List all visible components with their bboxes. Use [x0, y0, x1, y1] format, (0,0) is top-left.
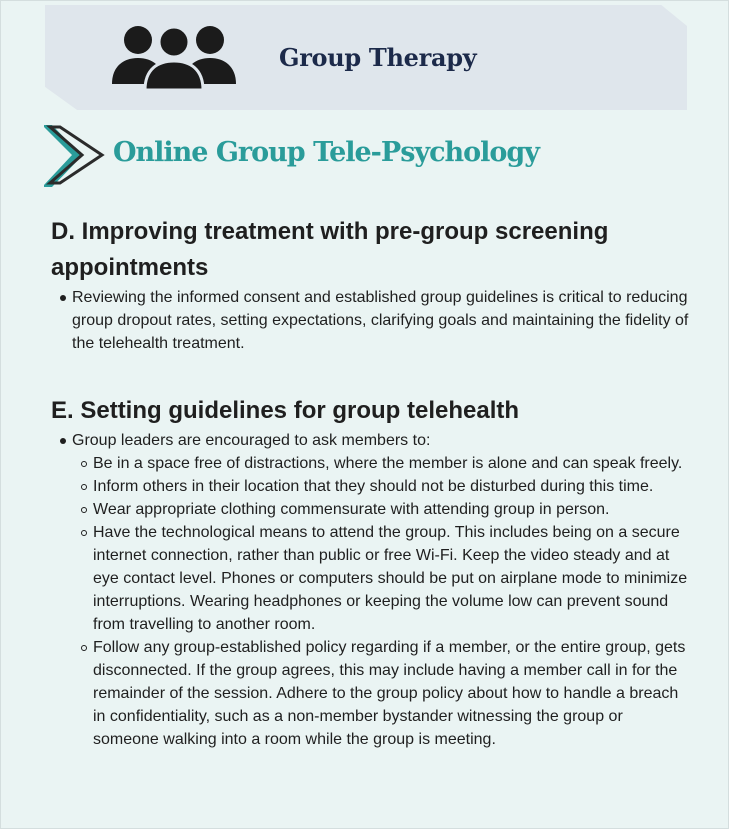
chevron-right-icon: [44, 125, 106, 187]
list-item: Reviewing the informed consent and established group guidelines is critical to reducing group dropout rates, setting expectations, clarifying goals and maintaining the fidelity of the telehealth treatment.: [72, 286, 691, 355]
page-title: Group Therapy: [279, 43, 477, 72]
section-heading: D. Improving treatment with pre-group screening appointments: [51, 218, 609, 281]
section-heading: E. Setting guidelines for group telehealth: [51, 397, 520, 424]
section-d: [51, 214, 691, 355]
sub-list-item: Inform others in their location that they should not be disturbed during this time.: [93, 475, 691, 498]
content: [51, 214, 691, 751]
sub-list-item: Wear appropriate clothing commensurate with attending group in person.: [93, 498, 691, 521]
group-people-icon: [112, 24, 236, 92]
sub-list-item: Follow any group-established policy regarding if a member, or the entire group, gets disconnected. If the group agrees, this may include having a member call in for the remainder of the session. Adhere to the group policy about how to handle a breach in confidentiality, such as a non-member bystander witnessing the group or someone walking into a room while the group is meeting.: [93, 636, 691, 751]
sub-list-item: Be in a space free of distractions, where the member is alone and can speak freely.: [93, 452, 691, 475]
sub-bullet-list: [72, 452, 691, 751]
sub-list-item: Have the technological means to attend the group. This includes being on a secure internet connection, rather than public or free Wi-Fi. Keep the video steady and at eye contact level. Phones or computers should be put on airplane mode to minimize interruptions. Wearing headphones or keeping the volume low can prevent sound from travelling to another room.: [93, 521, 691, 636]
section-title: Online Group Tele-Psychology: [113, 137, 539, 168]
bullet-list: [51, 429, 691, 751]
list-item: [72, 429, 691, 751]
section-e: [51, 393, 691, 751]
list-item-text: Group leaders are encouraged to ask members to:: [72, 432, 431, 449]
bullet-list: [51, 286, 691, 355]
